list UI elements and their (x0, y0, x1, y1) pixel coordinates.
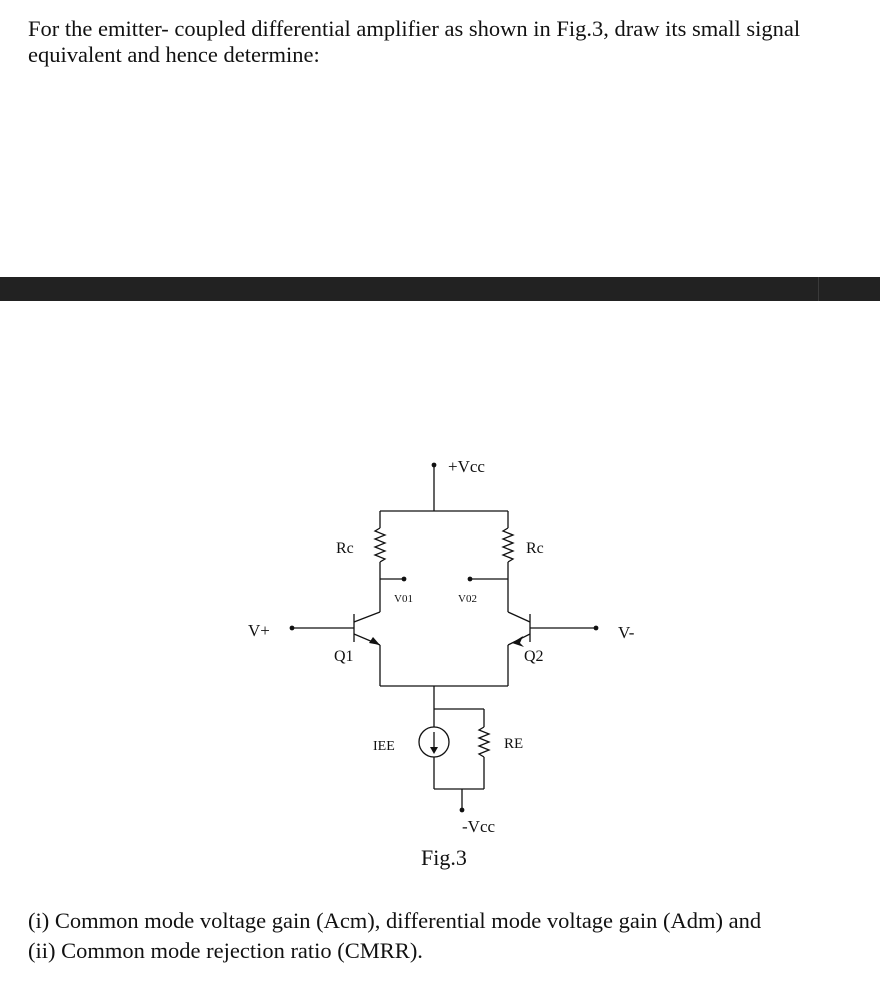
vcc-pos-label: +Vcc (448, 457, 485, 476)
vcc-terminal (432, 463, 437, 468)
v-minus-terminal (594, 626, 599, 631)
q2-collector (508, 612, 530, 622)
question-intro: For the emitter- coupled differential amplifier as shown in Fig.3, draw its small signal equivalent and hence determine: (28, 16, 801, 67)
q1-label: Q1 (334, 648, 354, 665)
rc-left-label: Rc (336, 540, 354, 557)
vcc-neg-label: -Vcc (462, 817, 496, 836)
q1-collector (354, 612, 380, 622)
v-plus-label: V+ (248, 621, 270, 640)
vo1-terminal (402, 577, 407, 582)
vo2-terminal (468, 577, 473, 582)
question-item-1: (i) Common mode voltage gain (Acm), differential mode voltage gain (Adm) and (28, 908, 762, 933)
vo1-label: V01 (394, 593, 413, 605)
vo2-label: V02 (458, 593, 477, 605)
v-minus-label: V- (618, 623, 635, 642)
divider-bar (0, 277, 880, 301)
q2-label: Q2 (524, 648, 544, 665)
figure-caption: Fig.3 (421, 845, 467, 870)
neg-vcc-terminal (460, 808, 465, 813)
rc-right-label: Rc (526, 540, 544, 557)
re-resistor (479, 727, 489, 757)
v-plus-terminal (290, 626, 295, 631)
question-items (28, 906, 873, 966)
rc-left-resistor (375, 528, 385, 562)
question-item-2: (ii) Common mode rejection ratio (CMRR). (28, 938, 423, 963)
iee-label: IEE (373, 739, 395, 754)
q1-emitter-arrow (369, 637, 380, 645)
current-arrow (430, 747, 438, 754)
rc-right-resistor (503, 528, 513, 562)
re-label: RE (504, 736, 524, 752)
circuit-diagram (0, 430, 880, 840)
